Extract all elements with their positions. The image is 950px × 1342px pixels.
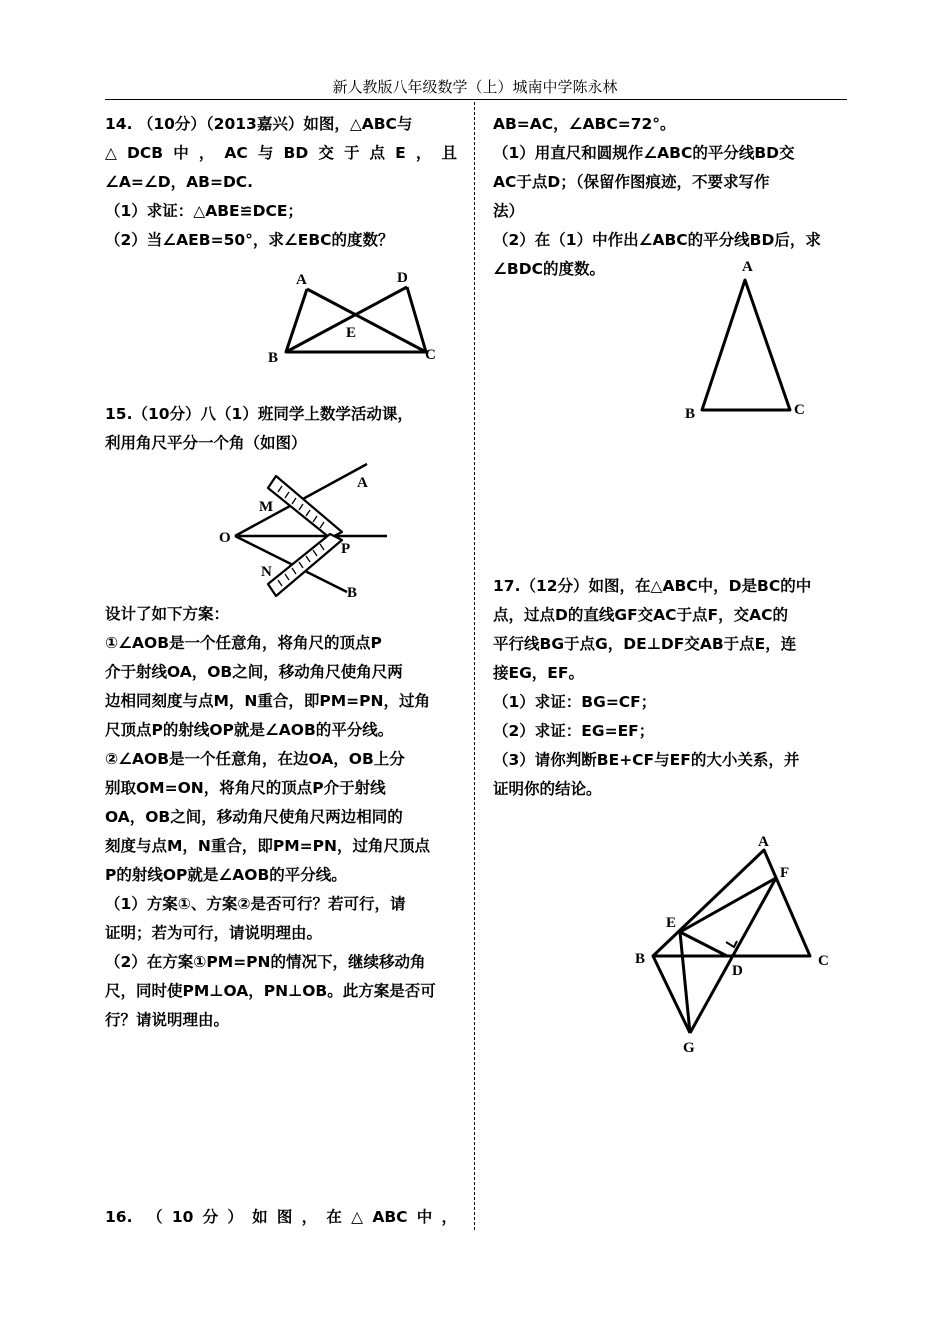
q16-text-line: （2）在（1）中作出∠ABC的平分线BD后，求 [493, 231, 821, 249]
q14-line4: （1）求证：△ABE≌DCE； [105, 202, 303, 220]
q14-label-a: A [296, 272, 307, 288]
q14-label-d: D [397, 270, 408, 286]
q16-text-line: 法） [493, 202, 525, 220]
q17-text-line: （3）请你判断BE+CF与EF的大小关系，并 [493, 751, 800, 769]
q17-figure [630, 828, 845, 1063]
q15-text-line: OA，OB之间，移动角尺使角尺两边相同的 [105, 808, 403, 826]
q15-text-line: P的射线OP就是∠AOB的平分线。 [105, 866, 347, 884]
q16-line1: 16. （10分）如图，在△ABC中， [105, 1208, 457, 1226]
q16-label-c: C [794, 402, 805, 418]
q17-text-line: （2）求证：EG=EF； [493, 722, 655, 740]
q15-text-line: ②∠AOB是一个任意角，在边OA，OB上分 [105, 750, 405, 768]
q15-text-line: 边相同刻度与点M，N重合，即PM=PN，过角 [105, 692, 431, 710]
q17-label-f: F [780, 865, 790, 881]
q17-label-g: G [683, 1040, 695, 1056]
q15-label-n: N [261, 564, 272, 580]
q17-text-line: 平行线BG于点G，DE⊥DF交AB于点E，连 [493, 635, 797, 653]
q17-label-a: A [758, 834, 769, 850]
q15-text-line: （2）在方案①PM=PN的情况下，继续移动角 [105, 953, 426, 971]
q16-label-b: B [685, 406, 696, 422]
q16-text-line: AC于点D；（保留作图痕迹，不要求写作 [493, 173, 770, 191]
question-15-body [105, 600, 457, 1035]
q15-label-b: B [347, 585, 358, 601]
q17-text-line: 点，过点D的直线GF交AC于点F，交AC的 [493, 606, 789, 624]
q17-text-line: 证明你的结论。 [493, 780, 602, 798]
q15-label-m: M [259, 499, 274, 515]
q14-label-c: C [425, 347, 436, 363]
q14-line3: ∠A=∠D，AB=DC. [105, 173, 254, 191]
column-divider [474, 102, 475, 1230]
q16-text-line: ∠BDC的度数。 [493, 260, 605, 278]
q15-label-o: O [219, 530, 231, 546]
page-header: 新人教版八年级数学（上）城南中学陈永林 [332, 78, 618, 96]
q15-text-line: 别取OM=ON，将角尺的顶点P介于射线 [105, 779, 386, 797]
q15-text-line: （1）方案①、方案②是否可行？若可行，请 [105, 895, 406, 913]
q15-text-line: ①∠AOB是一个任意角，将角尺的顶点P [105, 634, 382, 652]
q14-label-e: E [346, 325, 357, 341]
q16-label-a: A [742, 259, 753, 275]
q15-line2: 利用角尺平分一个角（如图） [105, 434, 307, 452]
question-15-intro [105, 400, 457, 458]
q15-text-line: 尺，同时使PM⊥OA，PN⊥OB。此方案是否可 [105, 982, 436, 1000]
q15-text-line: 设计了如下方案： [105, 605, 230, 623]
q15-text-line: 尺顶点P的射线OP就是∠AOB的平分线。 [105, 721, 394, 739]
q17-label-b: B [635, 951, 646, 967]
q15-text-line: 行？请说明理由。 [105, 1011, 230, 1029]
q14-line5: （2）当∠AEB=50°，求∠EBC的度数？ [105, 231, 394, 249]
header-rule [105, 99, 847, 100]
q15-text-line: 刻度与点M，N重合，即PM=PN，过角尺顶点 [105, 837, 431, 855]
q15-text-line: 介于射线OA，OB之间，移动角尺使角尺两 [105, 663, 403, 681]
q17-text-line: 17.（12分）如图，在△ABC中，D是BC的中 [493, 577, 812, 595]
q17-label-c: C [818, 953, 829, 969]
q16-text-line: AB=AC，∠ABC=72°。 [493, 115, 676, 133]
q17-text-line: （1）求证：BG=CF； [493, 693, 657, 711]
q14-label-b: B [268, 350, 279, 366]
q17-label-d: D [732, 963, 743, 979]
q15-figure [215, 458, 405, 608]
q15-line1: 15.（10分）八（1）班同学上数学活动课， [105, 405, 413, 423]
q15-label-a: A [357, 475, 368, 491]
question-16-intro [105, 1203, 457, 1232]
q16-text-line: （1）用直尺和圆规作∠ABC的平分线BD交 [493, 144, 795, 162]
question-17 [493, 572, 849, 804]
q17-label-e: E [666, 915, 677, 931]
q15-text-line: 证明；若为可行，请说明理由。 [105, 924, 323, 942]
q14-line1: 14. （10分）（2013嘉兴）如图，△ABC与 [105, 115, 413, 133]
q14-figure [260, 262, 450, 372]
question-14 [105, 110, 457, 255]
q15-label-p: P [341, 541, 351, 557]
q16-figure [680, 255, 820, 425]
q17-text-line: 接EG，EF。 [493, 664, 584, 682]
q14-line2: △DCB中，AC与BD交于点E，且 [105, 144, 457, 162]
